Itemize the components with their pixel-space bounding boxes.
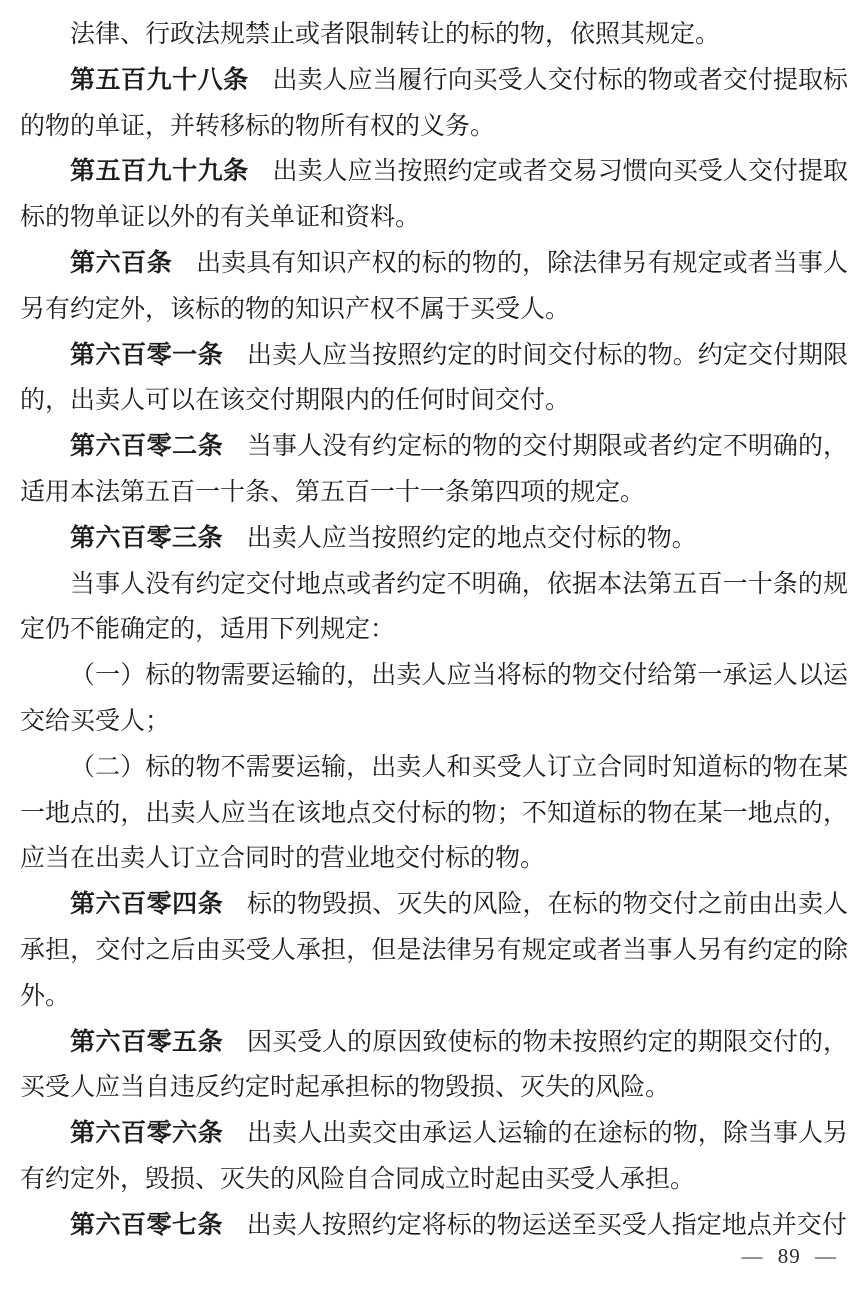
article-number: 第六百零一条 <box>70 340 224 369</box>
article-number: 第六百条 <box>70 248 173 277</box>
paragraph-text: 出卖人出卖交由承运人运输的在途标的物，除当事人另有约定外，毁损、灭失的风险自合同成立时起由买受人承担。 <box>20 1120 848 1193</box>
paragraph <box>20 1111 848 1203</box>
legal-text-block <box>20 0 848 1249</box>
paragraph-text: 出卖人按照约定将标的物运送至买受人指定地点并交付 <box>246 1211 847 1239</box>
article-number: 第六百零四条 <box>70 890 224 919</box>
paragraph <box>20 745 848 882</box>
article-number: 第五百九十八条 <box>70 65 249 94</box>
paragraph-text: 出卖人应当按照约定的地点交付标的物。 <box>246 524 697 552</box>
paragraph <box>20 12 848 58</box>
paragraph-text: 标的物毁损、灭失的风险，在标的物交付之前由出卖人承担，交付之后由买受人承担，但是法律另有规定或者当事人另有约定的除外。 <box>20 891 848 1010</box>
article-number: 第六百零七条 <box>70 1210 224 1239</box>
article-number: 第六百零二条 <box>70 432 224 461</box>
page-number: — 89 — <box>741 1244 837 1268</box>
article-number: 第六百零五条 <box>70 1027 224 1056</box>
paragraph-text: 出卖具有知识产权的标的物的，除法律另有规定或者当事人另有约定外，该标的物的知识产权不属于买受人。 <box>20 249 848 323</box>
paragraph <box>20 562 848 654</box>
paragraph-text: 当事人没有约定标的物的交付期限或者约定不明确的，适用本法第五百一十条、第五百一十一条第四项的规定。 <box>20 433 848 506</box>
paragraph <box>20 241 848 333</box>
paragraph-text: 因买受人的原因致使标的物未按照约定的期限交付的，买受人应当自违反约定时起承担标的物毁损、灭失的风险。 <box>20 1028 848 1102</box>
paragraph-text: （一）标的物需要运输的，出卖人应当将标的物交付给第一承运人以运交给买受人； <box>20 662 848 735</box>
paragraph <box>20 1203 848 1249</box>
page-footer <box>742 1244 838 1269</box>
article-number: 第六百零六条 <box>70 1119 224 1148</box>
paragraph <box>20 149 848 241</box>
paragraph <box>20 1020 848 1112</box>
paragraph-text: 出卖人应当按照约定或者交易习惯向买受人交付提取标的物单证以外的有关单证和资料。 <box>20 158 848 232</box>
paragraph <box>20 333 848 425</box>
paragraph <box>20 58 848 150</box>
paragraph-text: 出卖人应当按照约定的时间交付标的物。约定交付期限的，出卖人可以在该交付期限内的任何时间交付。 <box>20 341 848 415</box>
paragraph-text: 法律、行政法规禁止或者限制转让的标的物，依照其规定。 <box>70 21 721 48</box>
article-number: 第六百零三条 <box>70 523 224 552</box>
paragraph-text: （二）标的物不需要运输，出卖人和买受人订立合同时知道标的物在某一地点的，出卖人应当在该地点交付标的物；不知道标的物在某一地点的，应当在出卖人订立合同时的营业地交付标的物。 <box>20 753 848 873</box>
paragraph <box>20 653 848 745</box>
paragraph <box>20 516 848 562</box>
paragraph <box>20 424 848 516</box>
paragraph <box>20 882 848 1019</box>
article-number: 第五百九十九条 <box>70 157 249 186</box>
paragraph-text: 出卖人应当履行向买受人交付标的物或者交付提取标的物的单证，并转移标的物所有权的义务。 <box>20 66 848 140</box>
paragraph-text: 当事人没有约定交付地点或者约定不明确，依据本法第五百一十条的规定仍不能确定的，适用下列规定： <box>20 570 848 644</box>
